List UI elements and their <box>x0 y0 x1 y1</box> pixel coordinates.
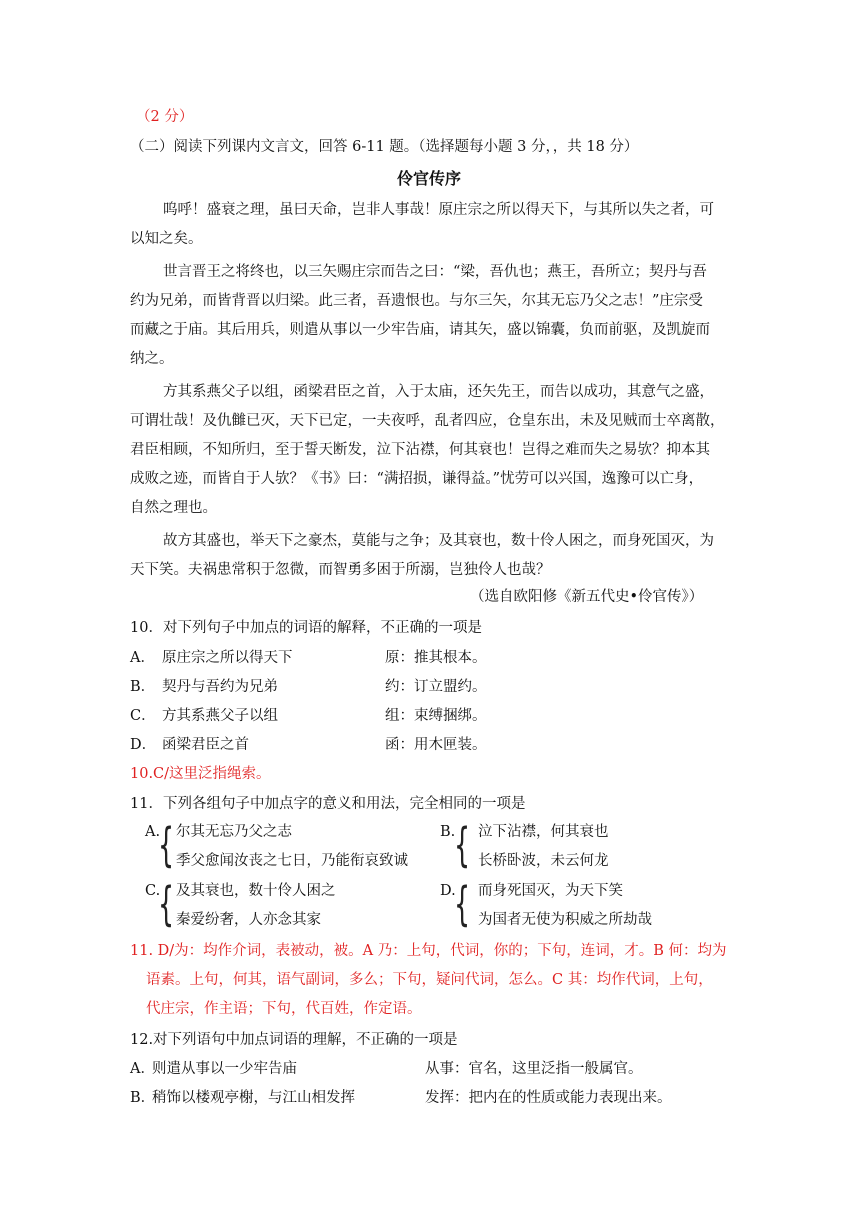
q12-option-gloss: 从事：官名，这里泛指一般属官。 <box>425 1061 643 1077</box>
q10-option-letter: A． <box>130 650 155 666</box>
q11-option-letter: C. <box>145 883 161 899</box>
q10-option-letter: B． <box>130 679 156 695</box>
q11-option-letter: D. <box>440 883 456 899</box>
q10-option-gloss: 约：订立盟约。 <box>385 679 487 695</box>
passage-line: 纳之。 <box>130 351 174 367</box>
q10-option-sentence: 方其系燕父子以组 <box>162 708 278 724</box>
passage-line: 自然之理也。 <box>130 500 217 516</box>
q12-option-letter: A． <box>130 1061 155 1077</box>
passage-line: 世言晋王之将终也，以三矢赐庄宗而告之曰：“梁，吾仇也；燕王，吾所立；契丹与吾 <box>163 264 707 280</box>
q11-option-line: 长桥卧波，未云何龙 <box>478 853 609 869</box>
q10-option-letter: C． <box>130 708 156 724</box>
passage-line: 而藏之于庙。其后用兵，则遣从事以一少牢告庙，请其矢，盛以锦囊，负而前驱，及凯旋而 <box>130 322 710 338</box>
passage-line: 呜呼！盛衰之理，虽曰天命，岂非人事哉！原庄宗之所以得天下，与其所以失之者，可 <box>163 202 714 218</box>
q10-stem: 10．对下列句子中加点的词语的解释，不正确的一项是 <box>130 620 482 636</box>
passage-line: 方其系燕父子以组，函梁君臣之首，入于太庙，还矢先王，而告以成功，其意气之盛， <box>163 384 714 400</box>
q11-option-line: 秦爱纷奢，人亦念其家 <box>176 912 321 928</box>
brace-icon: { <box>158 877 175 931</box>
q10-answer: 10.C/这里泛指绳索。 <box>130 766 271 782</box>
q10-option-gloss: 函：用木匣装。 <box>385 737 487 753</box>
q12-option-gloss: 发挥：把内在的性质或能力表现出来。 <box>425 1090 672 1106</box>
q11-option-line: 泣下沾襟，何其衰也 <box>478 824 609 840</box>
passage-line: 约为兄弟，而皆背晋以归梁。此三者，吾遗恨也。与尔三矢，尔其无忘乃父之志！”庄宗受 <box>130 293 703 309</box>
q10-option-gloss: 原：推其根本。 <box>385 650 487 666</box>
passage-line: 故方其盛也，举天下之豪杰，莫能与之争；及其衰也，数十伶人困之，而身死国灭，为 <box>163 533 714 549</box>
passage-line: 君臣相顾，不知所归，至于誓天断发，泣下沾襟，何其衰也！岂得之难而失之易欤？抑本其 <box>130 442 710 458</box>
passage-source: （选自欧阳修《新五代史•伶官传》） <box>470 589 704 605</box>
q11-answer-line: 11. D/为：均作介词，表被动，被。A 乃：上句，代词，你的；下句，连词，才。B 何：均为 <box>130 943 727 959</box>
brace-icon: { <box>158 818 175 872</box>
q12-stem: 12.对下列语句中加点词语的理解，不正确的一项是 <box>130 1032 458 1048</box>
q12-option-letter: B． <box>130 1090 156 1106</box>
section-heading: （二）阅读下列课内文言文，回答 6-11 题。（选择题每小题 3 分，，共 18 分） <box>130 139 639 155</box>
q11-option-line: 及其衰也，数十伶人困之 <box>176 883 336 899</box>
brace-icon: { <box>454 818 471 872</box>
passage-line: 以知之矣。 <box>130 231 203 247</box>
q10-option-letter: D． <box>130 737 157 753</box>
passage-line: 成败之迹，而皆自于人欤？《书》曰：“满招损，谦得益。”忧劳可以兴国，逸豫可以亡身， <box>130 471 704 487</box>
passage-line: 天下笑。夫祸患常积于忽微，而智勇多困于所溺，岂独伶人也哉？ <box>130 562 551 578</box>
q12-option-sentence: 则遣从事以一少牢告庙 <box>152 1061 297 1077</box>
q11-option-line: 尔其无忘乃父之志 <box>176 824 292 840</box>
q11-option-letter: B. <box>440 824 456 840</box>
q11-stem: 11．下列各组句子中加点字的意义和用法，完全相同的一项是 <box>130 796 526 812</box>
q10-option-gloss: 组：束缚捆绑。 <box>385 708 487 724</box>
brace-icon: { <box>454 877 471 931</box>
q11-option-line: 为国者无使为积威之所劫哉 <box>478 912 652 928</box>
q10-option-sentence: 函梁君臣之首 <box>162 737 249 753</box>
passage-line: 可谓壮哉！及仇雠已灭，天下已定，一夫夜呼，乱者四应，仓皇东出，未及见贼而士卒离散， <box>130 413 725 429</box>
q10-option-sentence: 契丹与吾约为兄弟 <box>162 679 278 695</box>
q11-answer-line: 代庄宗，作主语；下句，代百姓，作定语。 <box>146 1001 422 1017</box>
q10-option-sentence: 原庄宗之所以得天下 <box>162 650 293 666</box>
q11-answer-line: 语素。上句，何其，语气副词，多么；下句，疑问代词，怎么。C 其：均作代词，上句， <box>146 972 713 988</box>
q11-option-line: 而身死国灭，为天下笑 <box>478 883 623 899</box>
q11-option-line: 季父愈闻汝丧之七日，乃能衔哀致诚 <box>176 853 408 869</box>
q12-option-sentence: 稍饰以楼观亭榭，与江山相发挥 <box>152 1090 355 1106</box>
passage-title: 伶官传序 <box>397 169 462 188</box>
score-note: （2 分） <box>136 109 194 125</box>
q11-option-letter: A. <box>145 824 161 840</box>
